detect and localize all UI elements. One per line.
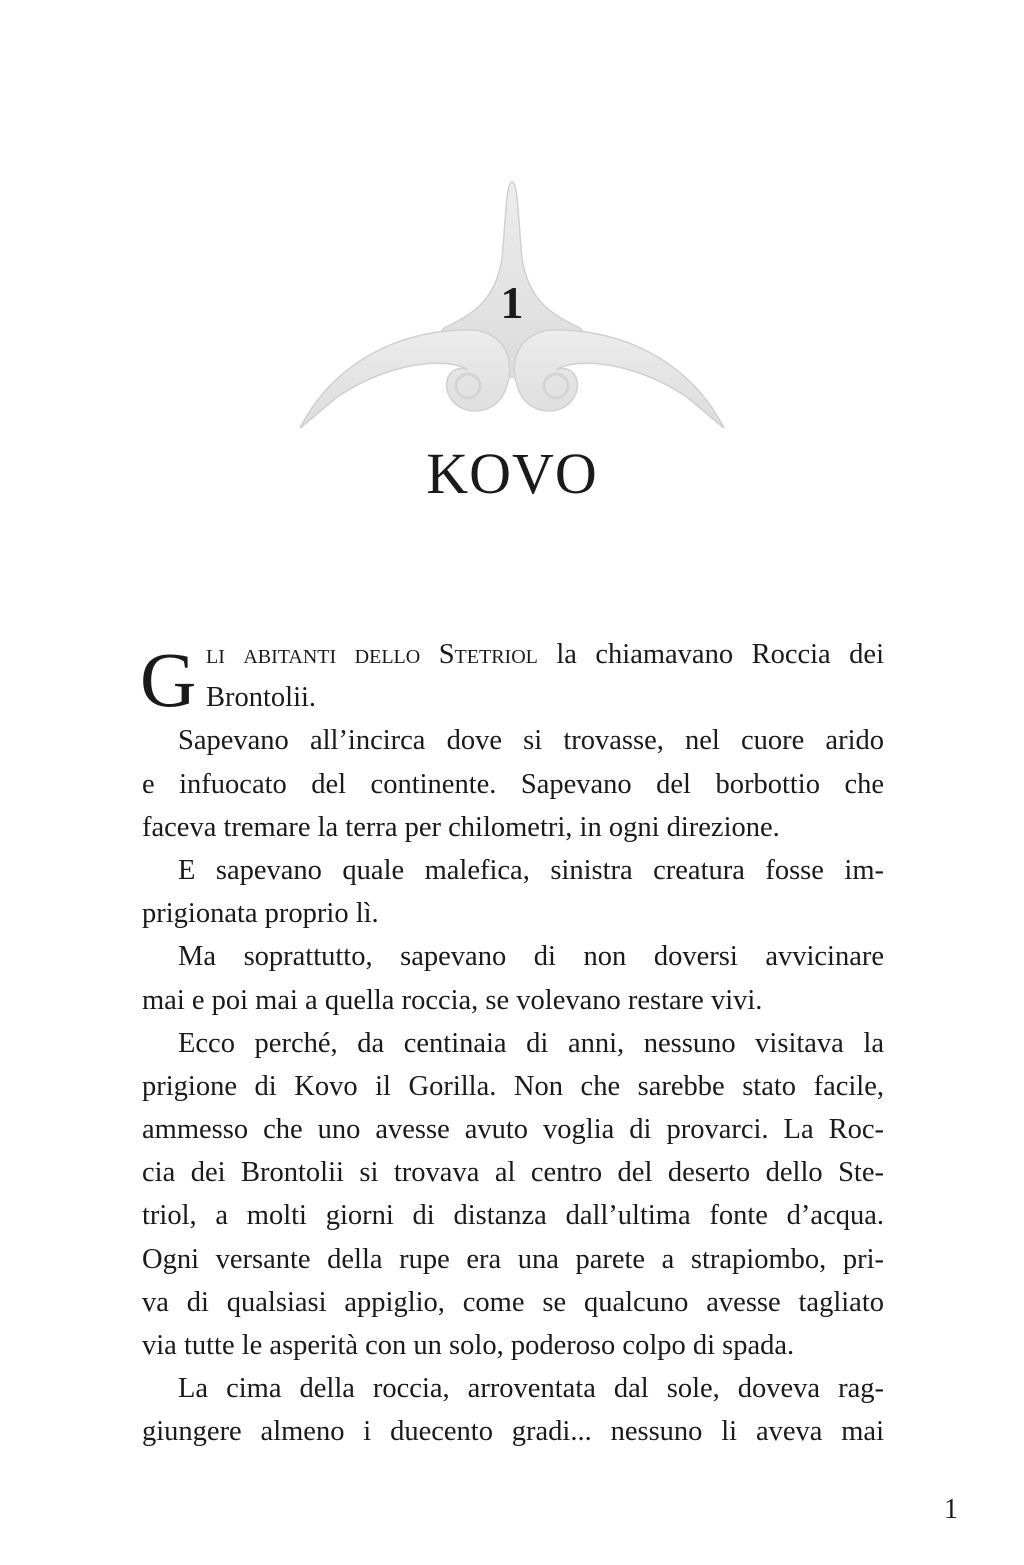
text-line: Sapevano all’incirca dove si trovasse, nel cuore arido: [178, 725, 884, 757]
text-line: e infuocato del continente. Sapevano del borbottio che: [142, 768, 884, 800]
small-caps-opening: li abitanti dello Stetriol: [206, 639, 538, 670]
text-line: Ma soprattutto, sapevano di non doversi avvicinare: [178, 941, 884, 973]
text-line: [142, 633, 884, 676]
text-line: E sapevano quale malefica, sinistra creatura fosse im-: [178, 854, 884, 886]
text-line: prigionata proprio lì.: [142, 898, 379, 930]
chapter-number: 1: [500, 277, 524, 328]
text-line: faceva tremare la terra per chilometri, in ogni direzione.: [142, 811, 780, 843]
opening-rest: la chiamavano Roccia dei: [556, 639, 884, 670]
text-line: prigione di Kovo il Gorilla. Non che sarebbe stato facile,: [142, 1070, 884, 1102]
chapter-title: KOVO: [426, 441, 598, 506]
text-line: La cima della roccia, arroventata dal sole, doveva rag-: [178, 1373, 884, 1405]
page-number: 1: [944, 1494, 958, 1525]
drop-cap: G: [140, 636, 197, 723]
text-line: Ogni versante della rupe era una parete a strapiombo, pri-: [142, 1243, 884, 1275]
text-line: giungere almeno i duecento gradi... nessuno li aveva mai: [142, 1416, 884, 1448]
text-line: Brontolii.: [206, 682, 317, 714]
text-line: ammesso che uno avesse avuto voglia di provarci. La Roc-: [142, 1114, 884, 1146]
text-line: mai e poi mai a quella roccia, se volevano restare vivi.: [142, 984, 763, 1016]
text-line: va di qualsiasi appiglio, come se qualcuno avesse tagliato: [142, 1286, 884, 1318]
body-text: [142, 633, 884, 1454]
text-line: cia dei Brontolii si trovava al centro del deserto dello Ste-: [142, 1157, 884, 1189]
text-line: Ecco perché, da centinaia di anni, nessuno visitava la: [178, 1027, 884, 1059]
text-line: triol, a molti giorni di distanza dall’ultima fonte d’acqua.: [142, 1200, 884, 1232]
text-line: via tutte le asperità con un solo, poderoso colpo di spada.: [142, 1330, 795, 1361]
